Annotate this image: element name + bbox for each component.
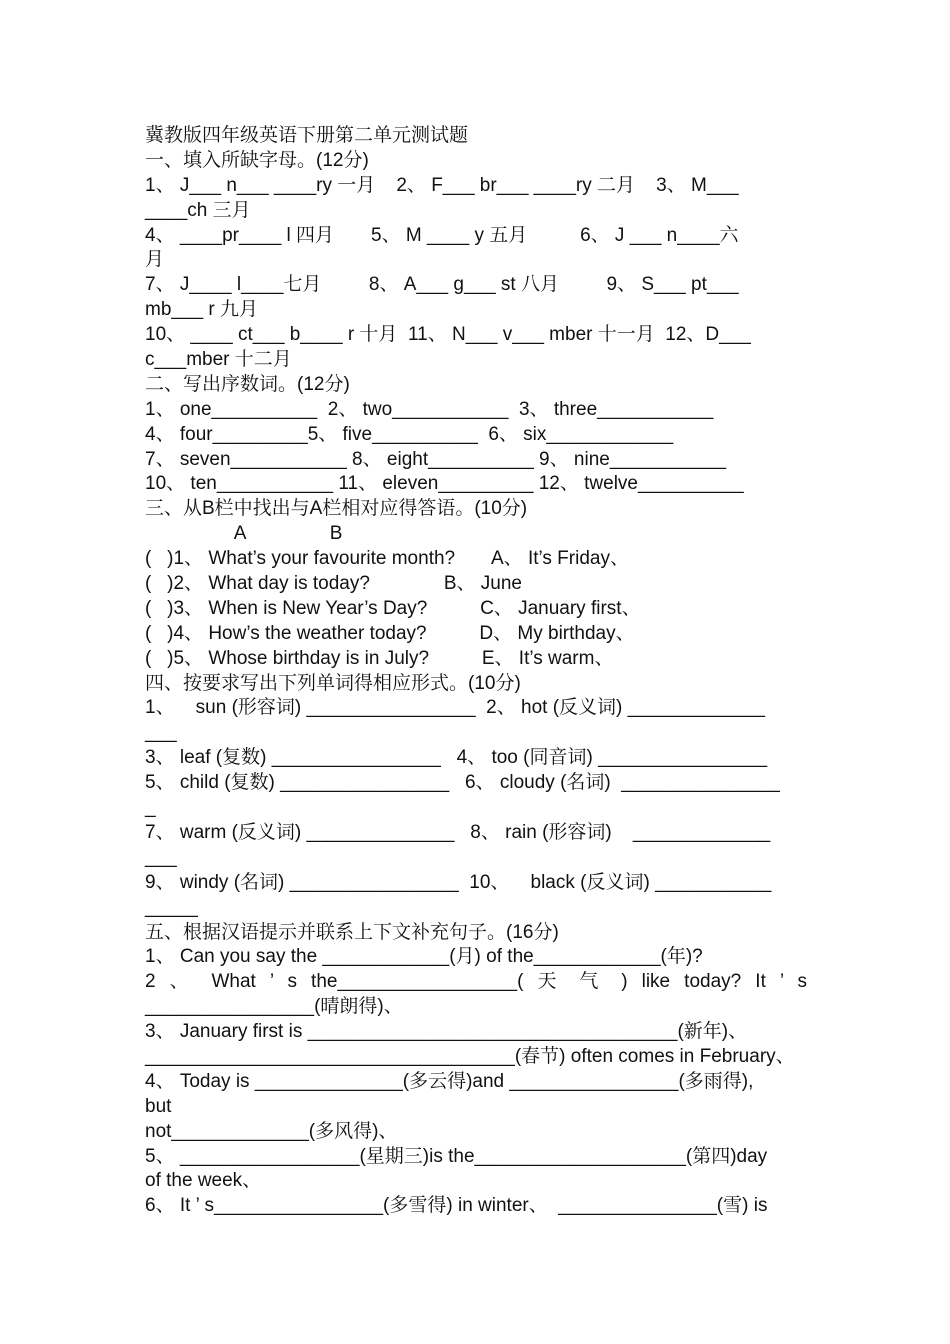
section-3-heading: 三、从B栏中找出与A栏相对应得答语。(10分) xyxy=(145,498,528,520)
section-1-line: ____ch 三月 xyxy=(145,199,251,221)
matching-item: ( )4、 How’s the weather today? D、 My birthday、 xyxy=(145,622,635,644)
section-5-line: but xyxy=(145,1095,172,1117)
section-1-line: 月 xyxy=(145,249,165,271)
section-1-line: 10、 ____ ct___ b____ r 十月 11、 N___ v___ mber 十一月 12、D___ xyxy=(145,324,751,346)
section-5-line: ___________________________________(春节) often comes in February、 xyxy=(145,1045,795,1067)
section-1-line: 1、 J___ n___ ____ry 一月 2、 F___ br___ ____ry 二月 3、 M___ xyxy=(145,174,739,196)
section-1-line: mb___ r 九月 xyxy=(145,299,258,321)
section-2-line: 4、 four_________5、 five__________ 6、 six____________ xyxy=(145,423,674,445)
column-headers: A B xyxy=(145,523,343,545)
section-4-line: 5、 child (复数) ________________ 6、 cloudy (名词) _______________ xyxy=(145,772,780,794)
section-2-heading: 二、写出序数词。(12分) xyxy=(145,373,350,395)
section-5-line: 4、 Today is ______________(多云得)and ________________(多雨得), xyxy=(145,1070,759,1092)
section-4-line: ___ xyxy=(145,846,177,868)
section-4-line: 3、 leaf (复数) ________________ 4、 too (同音词) ________________ xyxy=(145,747,768,769)
section-4-line: 9、 windy (名词) ________________ 10、 black (反义词) ___________ xyxy=(145,871,772,893)
worksheet-title: 冀教版四年级英语下册第二单元测试题 xyxy=(145,125,469,146)
matching-item: ( )1、 What’s your favourite month? A、 It’s Friday、 xyxy=(145,548,629,570)
section-5-line: 2 、 What ’ s the_________________( 天 气 ) like today? It ’ s xyxy=(145,971,807,993)
section-1-line: c___mber 十二月 xyxy=(145,349,292,371)
section-4-line: 1、 sun (形容词) ________________ 2、 hot (反义词) _____________ xyxy=(145,697,765,719)
worksheet xyxy=(145,124,807,1219)
section-4-line: ___ xyxy=(145,722,177,744)
section-2-line: 7、 seven___________ 8、 eight__________ 9、 nine___________ xyxy=(145,448,727,470)
section-4-line: _ xyxy=(145,797,156,819)
section-5-line: 6、 It ’ s________________(多雪得) in winter、 _______________(雪) is xyxy=(145,1195,768,1217)
section-1-line: 4、 ____pr____ l 四月 5、 M ____ y 五月 6、 J ___ n____六 xyxy=(145,224,739,246)
section-2-line: 10、 ten___________ 11、 eleven_________ 12、 twelve__________ xyxy=(145,473,744,495)
section-1-heading: 一、填入所缺字母。(12分) xyxy=(145,149,369,171)
section-4-line: 7、 warm (反义词) ______________ 8、 rain (形容词) _____________ xyxy=(145,821,771,843)
matching-item: ( )2、 What day is today? B、 June xyxy=(145,573,522,595)
section-5-line: of the week、 xyxy=(145,1170,262,1192)
section-1-line: 7、 J____ l____七月 8、 A___ g___ st 八月 9、 S___ pt___ xyxy=(145,274,739,296)
section-5-line: 1、 Can you say the ____________(月) of the____________(年)? xyxy=(145,946,703,968)
matching-item: ( )5、 Whose birthday is in July? E、 It’s warm、 xyxy=(145,647,614,669)
section-5-line: 3、 January first is ___________________________________(新年)、 xyxy=(145,1021,748,1043)
section-5-line: not_____________(多风得)、 xyxy=(145,1120,398,1142)
section-5-line: 5、 _________________(星期三)is the____________________(第四)day xyxy=(145,1145,768,1167)
section-2-line: 1、 one__________ 2、 two___________ 3、 three___________ xyxy=(145,398,714,420)
matching-item: ( )3、 When is New Year’s Day? C、 January first、 xyxy=(145,597,641,619)
section-5-line: ________________(晴朗得)、 xyxy=(145,996,403,1018)
section-4-heading: 四、按要求写出下列单词得相应形式。(10分) xyxy=(145,672,521,694)
section-4-line: _____ xyxy=(145,896,198,918)
section-5-heading: 五、根据汉语提示并联系上下文补充句子。(16分) xyxy=(145,921,559,943)
